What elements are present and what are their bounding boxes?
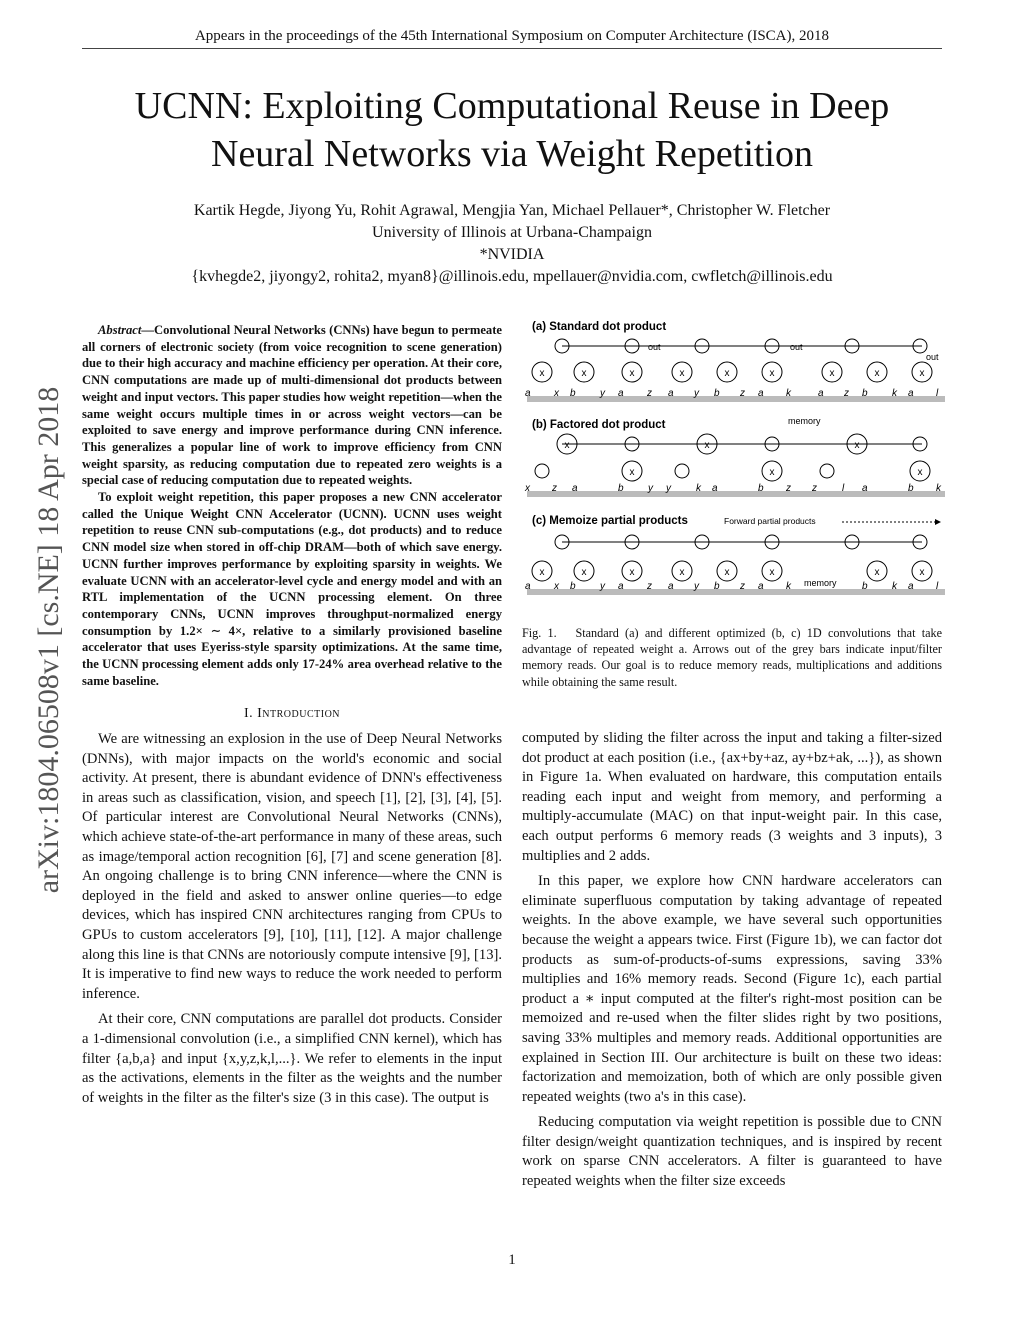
svg-text:x: x bbox=[679, 567, 685, 578]
svg-text:x: x bbox=[769, 368, 775, 379]
affiliation-uiuc: University of Illinois at Urbana-Champaign bbox=[372, 224, 652, 241]
svg-text:x: x bbox=[919, 368, 925, 379]
figure-label-c: (c) Memoize partial products bbox=[532, 515, 688, 527]
svg-text:z: z bbox=[647, 581, 652, 592]
intro-paragraph-2: At their core, CNN computations are parallel dot products. Consider a 1-dimensional convolution (i.e., a simplified CNN kernel), which has filter {a,b,a} and input {x,y,z,k,l,...}. We refer to elements in the input as the activations, elements in the filter as the weights and the number of weights in the filter as the filter's size (3 in this case). The output is bbox=[82, 1011, 502, 1106]
svg-text:x: x bbox=[679, 368, 685, 379]
figure-label-a: (a) Standard dot product bbox=[532, 321, 667, 333]
memory-label-a: memory bbox=[788, 416, 821, 426]
svg-text:x: x bbox=[874, 368, 880, 379]
svg-text:y: y bbox=[694, 388, 699, 399]
svg-text:z: z bbox=[844, 388, 849, 399]
svg-text:y: y bbox=[600, 388, 605, 399]
figure-1-diagram bbox=[522, 316, 946, 616]
svg-text:y: y bbox=[648, 483, 653, 494]
svg-text:x: x bbox=[539, 567, 545, 578]
svg-text:x: x bbox=[769, 567, 775, 578]
svg-text:x: x bbox=[704, 440, 710, 451]
svg-text:z: z bbox=[552, 483, 557, 494]
svg-text:b: b bbox=[862, 581, 868, 592]
svg-text:b: b bbox=[908, 483, 914, 494]
svg-text:x: x bbox=[525, 483, 530, 494]
abstract-lead: Abstract bbox=[98, 323, 142, 337]
svg-text:x: x bbox=[829, 368, 835, 379]
author-emails: {kvhegde2, jiyongy2, rohita2, myan8}@illinois.edu, mpellauer@nvidia.com, cwfletch@illinois.edu bbox=[191, 268, 833, 285]
paper-title bbox=[60, 82, 964, 178]
affiliation-nvidia: *NVIDIA bbox=[479, 246, 545, 263]
abstract-p2: To exploit weight repetition, this paper proposes a new CNN accelerator called the Unique Weight CNN Accelerator (UCNN). UCNN uses weight repetition to reuse CNN sub-computations (e.g., dot products) and to reduce CNN model size when stored in off-chip DRAM—both of which save energy. UCNN further improves performance by exploiting sparsity in weights. We evaluate UCNN with an accelerator-level cycle and energy model and with an RTL implementation of the UCNN processing element. On three contemporary CNNs, UCNN improves throughput-normalized energy consumption by 1.2× ∼ 4×, relative to a similarly provisioned baseline accelerator that uses Eyeriss-style sparsity optimizations. At the same time, the UCNN processing element adds only 17-24% area overhead relative to the same baseline. bbox=[82, 490, 502, 688]
svg-text:y: y bbox=[666, 483, 671, 494]
right-paragraph-2: In this paper, we explore how CNN hardware accelerators can eliminate superfluous computation by taking advantage of repeated weights. In the above example, we have several such opportunities because the weight a appears twice. First (Figure 1b), we can factor dot products as sum-of-products-of-sums expressions, saving 33% multiplies and 16% memory reads. Second (Figure 1c), each partial product a ∗ input computed at the filter's right-most position can be memoized and re-used when the filter slides right by two positions, saving 33% multiples and memory reads. Additional opportunities are explained in Section III. Our architecture is built on these two ideas: factorization and memoization, both of which are only possible given repeated weights (two a's in this case). bbox=[522, 873, 942, 1105]
title-line-1: UCNN: Exploiting Computational Reuse in Deep bbox=[134, 85, 890, 127]
svg-text:a: a bbox=[618, 388, 624, 399]
svg-text:x: x bbox=[769, 467, 775, 478]
svg-text:a: a bbox=[525, 581, 531, 592]
out-label-a1: out bbox=[648, 342, 661, 352]
right-column bbox=[522, 729, 942, 1198]
svg-text:k: k bbox=[696, 483, 701, 494]
svg-text:x: x bbox=[629, 567, 635, 578]
intro-paragraph-1: We are witnessing an explosion in the use of Deep Neural Networks (DNNs), with major impacts on the world's economic and social activity. At present, there is abundant evidence of DNN's effectiveness in areas such as classification, vision, and speech [1], [2], [3], [4], [5]. Of particular interest are Convolutional Neural Networks (CNNs), which achieve state-of-the-art performance in many of these areas, such as image/temporal action recognition [6], [7] and scene generation [8]. An ongoing challenge is to bring CNN inference—where the CNN is deployed in the field and asked to answer online queries—to edge devices, which has inspired CNN architectures ranging from CPUs to GPUs to custom accelerators [9], [10], [11], [12]. A major challenge along this line is that CNNs are notoriously compute intensive [9], [13]. It is imperative to find new ways to reduce the work needed to perform inference. bbox=[82, 731, 502, 1002]
author-block bbox=[0, 200, 1024, 288]
abstract-p1: —Convolutional Neural Networks (CNNs) have begun to permeate all corners of electronic society (from voice recognition to scene generation) due to their high accuracy and machine efficiency per operation. At their core, CNN computations are made up of multi-dimensional dot products between weight and input vectors. This paper studies how weight repetition—when the same weight occurs multiple times in or across weight vectors—can be exploited to save energy and improve performance during CNN inference. This generalizes a popular line of work to improve efficiency from CNN weight sparsity, as reducing computation due to repeated zero weights is a special case of reducing computation due to repeated weights. bbox=[82, 323, 502, 488]
right-paragraph-1: computed by sliding the filter across the input and taking a filter-sized dot product at each position (i.e., {ax+by+az, ay+bz+ak, ...}), as shown in Figure 1a. When evaluated on hardware, this computation entails reading each input and weight from memory, and performing a multiply-accumulate (MAC) on that input-weight pair. In this case, each output performs 6 memory reads (3 weights and 3 inputs), 3 multiplies and 2 adds. bbox=[522, 730, 942, 864]
svg-text:b: b bbox=[618, 483, 624, 494]
svg-text:a: a bbox=[668, 388, 674, 399]
svg-text:k: k bbox=[786, 388, 791, 399]
svg-text:b: b bbox=[570, 581, 576, 592]
figure-1 bbox=[522, 316, 946, 616]
svg-text:z: z bbox=[786, 483, 791, 494]
svg-text:z: z bbox=[647, 388, 652, 399]
abstract bbox=[82, 322, 502, 689]
page-number: 1 bbox=[508, 1252, 516, 1268]
svg-text:a: a bbox=[908, 388, 914, 399]
caption-label: Fig. 1. bbox=[522, 626, 557, 640]
svg-text:x: x bbox=[724, 368, 730, 379]
right-paragraph-3: Reducing computation via weight repetition is possible due to CNN filter design/weight quantization techniques, and is inspired by recent work on sparse CNN accelerators. A filter is guaranteed to have repeated weights when the filter size exceeds bbox=[522, 1114, 942, 1190]
memory-bar-a bbox=[527, 396, 945, 402]
figure-label-b: (b) Factored dot product bbox=[532, 419, 666, 431]
svg-text:b: b bbox=[570, 388, 576, 399]
svg-text:x: x bbox=[629, 467, 635, 478]
svg-text:x: x bbox=[854, 440, 860, 451]
svg-text:b: b bbox=[714, 388, 720, 399]
svg-text:a: a bbox=[862, 483, 868, 494]
memory-bar-c bbox=[527, 589, 945, 595]
svg-text:x: x bbox=[724, 567, 730, 578]
svg-text:b: b bbox=[758, 483, 764, 494]
svg-text:a: a bbox=[712, 483, 718, 494]
left-column bbox=[82, 322, 502, 1114]
svg-text:y: y bbox=[694, 581, 699, 592]
header-rule bbox=[82, 48, 942, 49]
section-title: Introduction bbox=[257, 706, 341, 722]
svg-text:k: k bbox=[892, 581, 897, 592]
forward-label: Forward partial products bbox=[724, 516, 816, 526]
svg-text:l: l bbox=[842, 483, 845, 494]
svg-text:a: a bbox=[758, 581, 764, 592]
svg-text:l: l bbox=[936, 388, 939, 399]
out-label-a3: out bbox=[926, 352, 939, 362]
svg-text:x: x bbox=[581, 368, 587, 379]
svg-text:x: x bbox=[917, 467, 923, 478]
svg-text:a: a bbox=[758, 388, 764, 399]
svg-text:y: y bbox=[600, 581, 605, 592]
svg-text:a: a bbox=[618, 581, 624, 592]
memory-bar-b bbox=[527, 491, 945, 497]
svg-text:x: x bbox=[919, 567, 925, 578]
svg-text:l: l bbox=[936, 581, 939, 592]
svg-text:b: b bbox=[714, 581, 720, 592]
svg-text:z: z bbox=[740, 388, 745, 399]
svg-text:x: x bbox=[581, 567, 587, 578]
svg-text:x: x bbox=[629, 368, 635, 379]
svg-text:a: a bbox=[908, 581, 914, 592]
svg-text:a: a bbox=[525, 388, 531, 399]
caption-text: Standard (a) and different optimized (b, c) 1D convolutions that take advantage of repeated weight a. Arrows out of the grey bars indicate input/filter memory reads. Our goal is to reduce memory reads, multiplications and additions while obtaining the same result. bbox=[522, 626, 943, 689]
arxiv-stamp: arXiv:1804.06508v1 [cs.NE] 18 Apr 2018 bbox=[32, 386, 65, 894]
title-line-2: Neural Networks via Weight Repetition bbox=[211, 133, 813, 175]
svg-text:z: z bbox=[812, 483, 817, 494]
svg-text:z: z bbox=[740, 581, 745, 592]
svg-text:k: k bbox=[936, 483, 941, 494]
svg-text:k: k bbox=[892, 388, 897, 399]
svg-text:x: x bbox=[564, 440, 570, 451]
out-label-a2: out bbox=[790, 342, 803, 352]
svg-text:x: x bbox=[539, 368, 545, 379]
svg-text:k: k bbox=[786, 581, 791, 592]
svg-text:x: x bbox=[554, 388, 559, 399]
svg-text:a: a bbox=[818, 388, 824, 399]
svg-text:x: x bbox=[554, 581, 559, 592]
svg-text:a: a bbox=[572, 483, 578, 494]
section-heading-introduction bbox=[82, 704, 502, 724]
author-list: Kartik Hegde, Jiyong Yu, Rohit Agrawal, Mengjia Yan, Michael Pellauer*, Christopher W. Fletcher bbox=[193, 202, 831, 219]
svg-text:x: x bbox=[874, 567, 880, 578]
section-number: I. bbox=[243, 706, 258, 722]
memory-label-c: memory bbox=[804, 578, 837, 588]
figure-1-caption bbox=[522, 625, 942, 690]
running-header: Appears in the proceedings of the 45th International Symposium on Computer Architecture (ISCA), 2018 bbox=[194, 28, 830, 44]
svg-text:b: b bbox=[862, 388, 868, 399]
svg-text:a: a bbox=[668, 581, 674, 592]
